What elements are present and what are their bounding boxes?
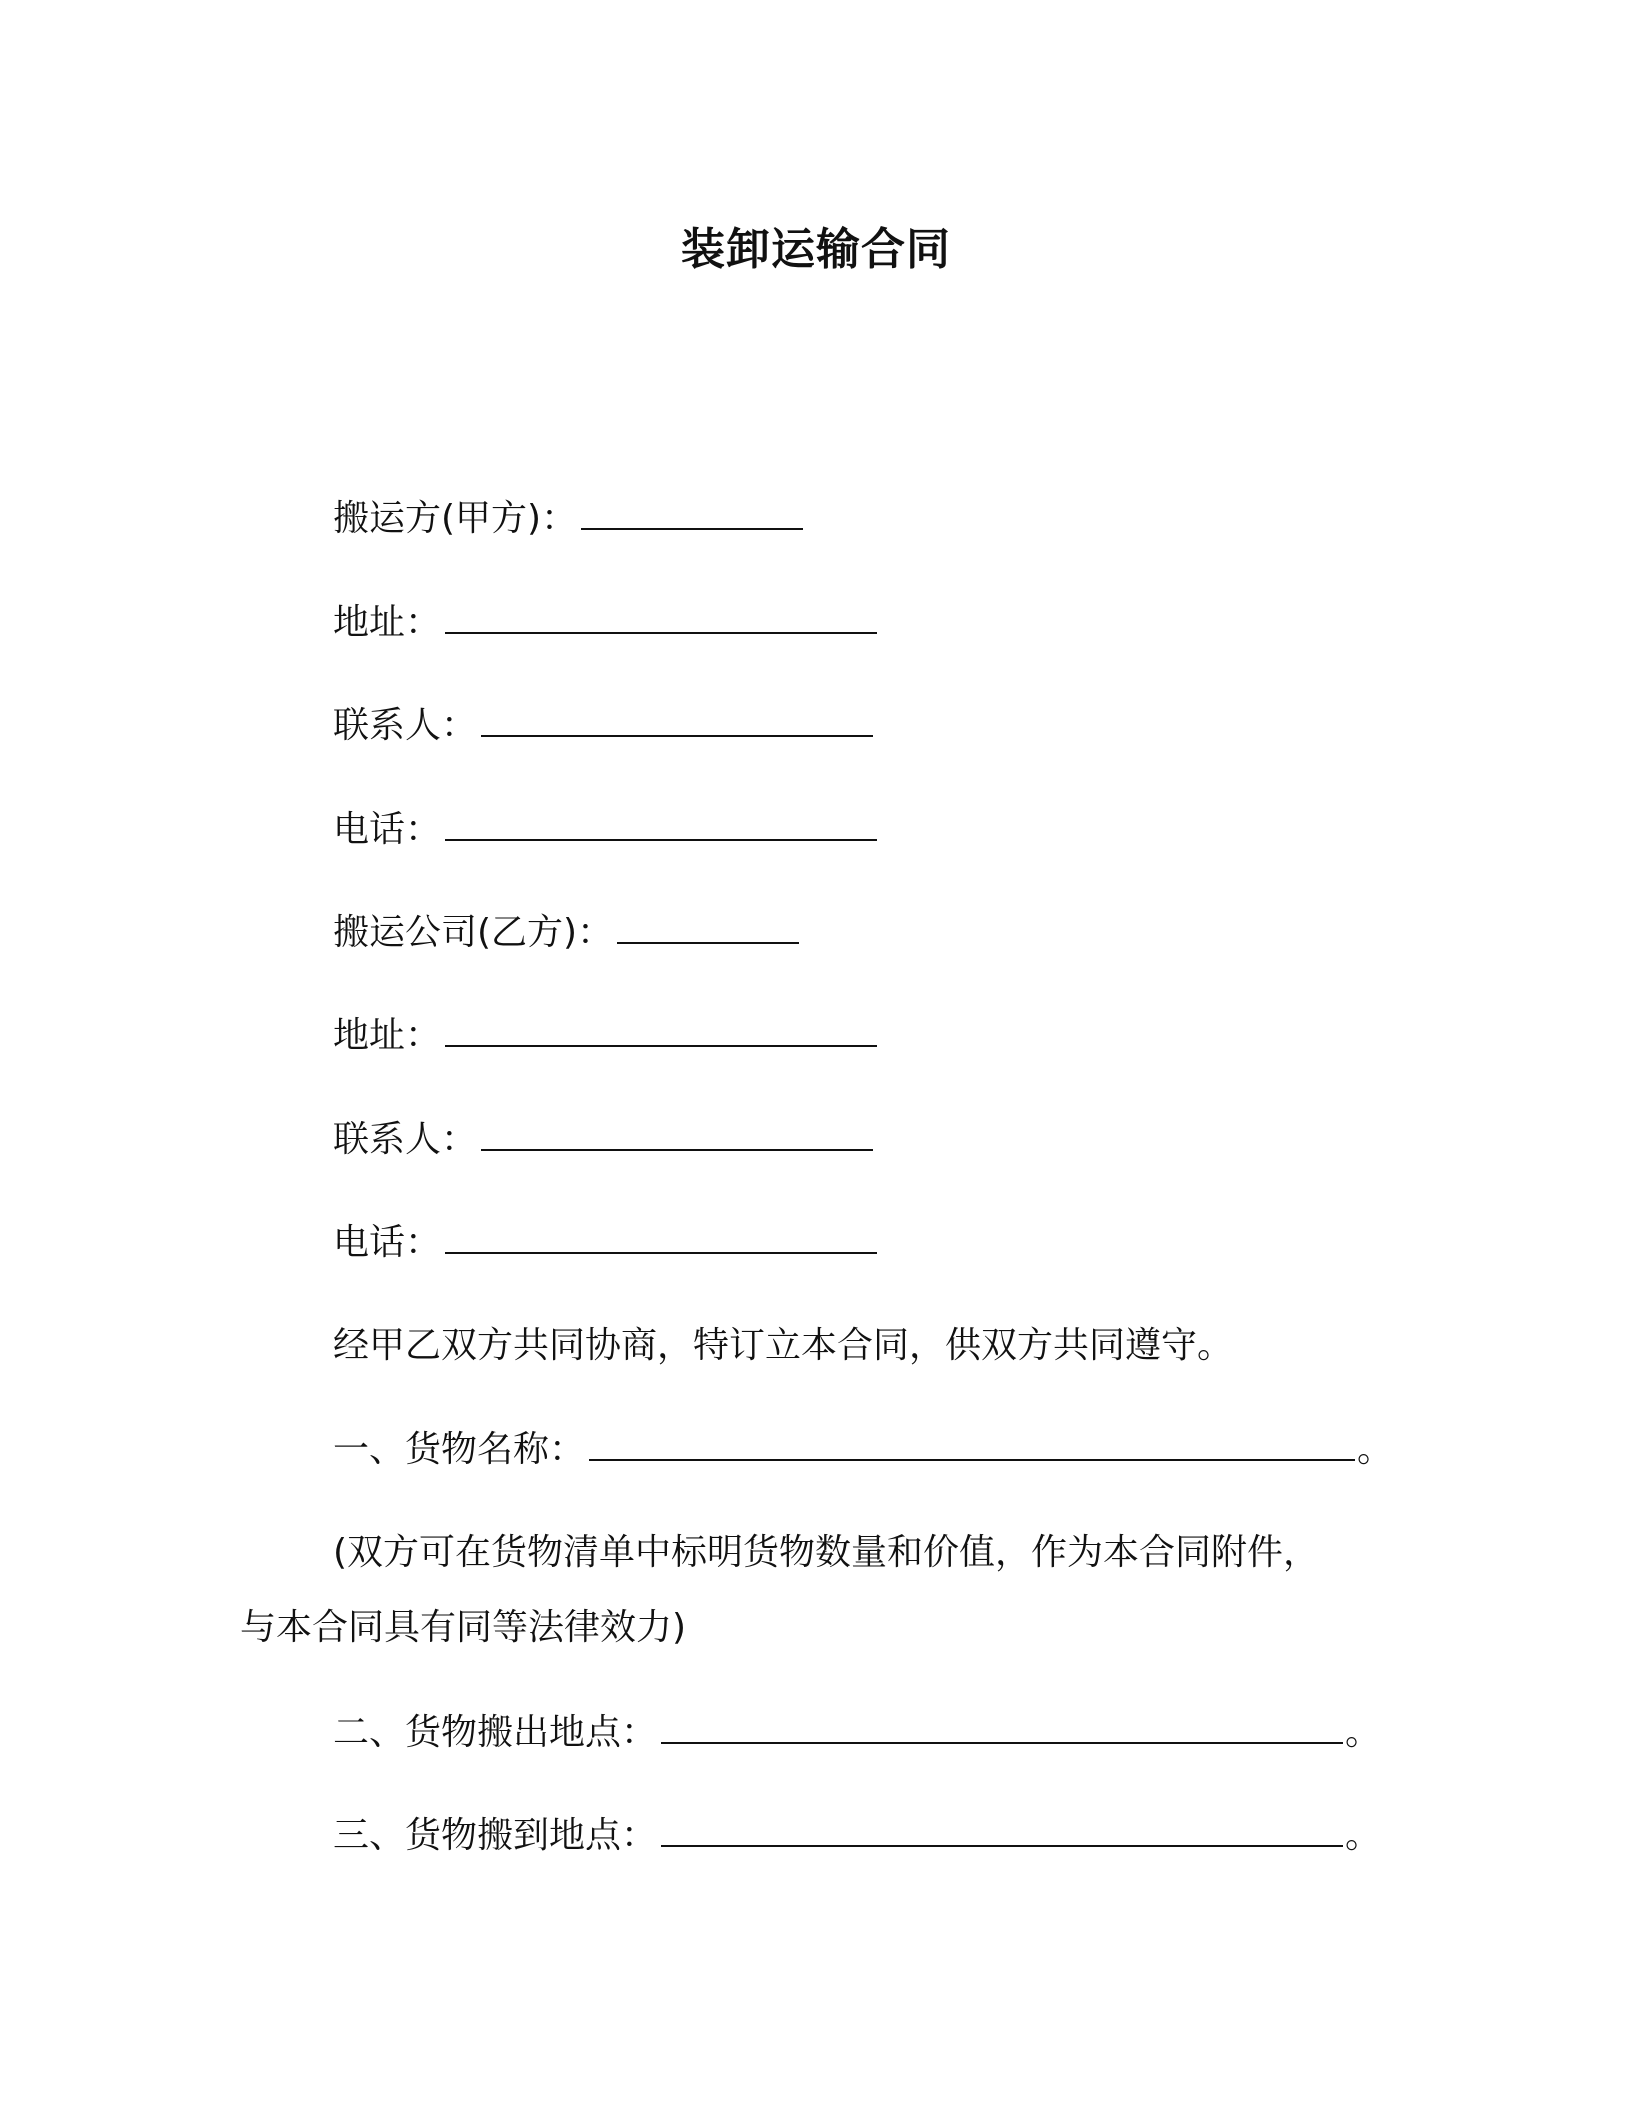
clause-2-line bbox=[333, 1704, 1381, 1760]
clause-3-blank[interactable] bbox=[661, 1807, 1343, 1847]
clause-1-label: 一、货物名称： bbox=[333, 1429, 586, 1470]
clause-3-line bbox=[333, 1807, 1381, 1863]
clause-3-suffix: 。 bbox=[1345, 1815, 1382, 1856]
preamble-text: 经甲乙双方共同协商，特订立本合同，供双方共同遵守。 bbox=[333, 1325, 1234, 1366]
note-line-1 bbox=[333, 1525, 1319, 1581]
party-b-contact-line bbox=[333, 1111, 873, 1167]
party-b-blank[interactable] bbox=[617, 904, 799, 944]
party-b-phone-line bbox=[333, 1214, 877, 1270]
clause-2-suffix: 。 bbox=[1345, 1712, 1382, 1753]
clause-3-label: 三、货物搬到地点： bbox=[333, 1815, 658, 1856]
party-b-address-line bbox=[333, 1007, 877, 1063]
party-b-phone-blank[interactable] bbox=[445, 1214, 877, 1254]
note-text-2: 与本合同具有同等法律效力) bbox=[240, 1607, 687, 1648]
party-b-contact-blank[interactable] bbox=[481, 1111, 873, 1151]
party-a-contact-label: 联系人： bbox=[333, 705, 478, 746]
clause-1-line bbox=[333, 1421, 1393, 1477]
note-line-2 bbox=[240, 1600, 686, 1656]
document-title: 装卸运输合同 bbox=[681, 224, 951, 275]
party-a-address-blank[interactable] bbox=[445, 594, 877, 634]
party-a-phone-line bbox=[333, 801, 877, 857]
clause-2-label: 二、货物搬出地点： bbox=[333, 1712, 658, 1753]
party-b-phone-label: 电话： bbox=[333, 1222, 442, 1263]
party-a-contact-blank[interactable] bbox=[481, 697, 873, 737]
party-b-address-label: 地址： bbox=[333, 1015, 442, 1056]
preamble-line bbox=[333, 1318, 1233, 1374]
party-a-phone-label: 电话： bbox=[333, 809, 442, 850]
clause-1-suffix: 。 bbox=[1357, 1429, 1394, 1470]
party-a-phone-blank[interactable] bbox=[445, 801, 877, 841]
party-a-address-label: 地址： bbox=[333, 602, 442, 643]
party-b-line bbox=[333, 904, 799, 960]
party-a-address-line bbox=[333, 594, 877, 650]
party-b-address-blank[interactable] bbox=[445, 1007, 877, 1047]
note-text-1: (双方可在货物清单中标明货物数量和价值，作为本合同附件， bbox=[333, 1532, 1320, 1573]
party-a-blank[interactable] bbox=[581, 490, 803, 530]
clause-1-blank[interactable] bbox=[589, 1421, 1355, 1461]
party-b-contact-label: 联系人： bbox=[333, 1119, 478, 1160]
party-b-label: 搬运公司(乙方)： bbox=[333, 912, 614, 953]
clause-2-blank[interactable] bbox=[661, 1704, 1343, 1744]
party-a-label: 搬运方(甲方)： bbox=[333, 498, 578, 539]
party-a-contact-line bbox=[333, 697, 873, 753]
party-a-line bbox=[333, 490, 803, 546]
